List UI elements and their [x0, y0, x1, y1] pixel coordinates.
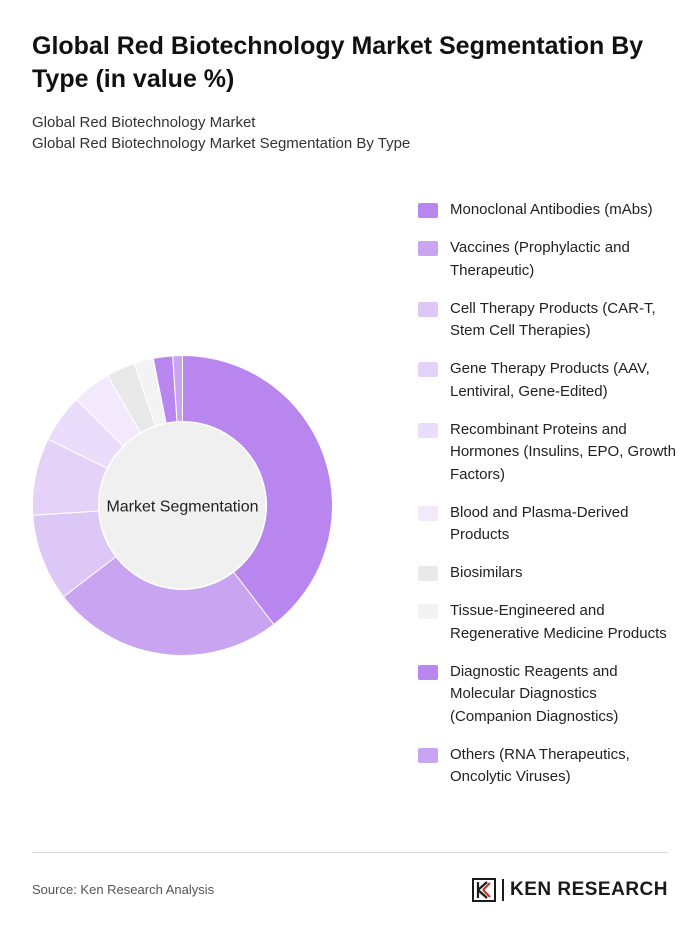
brand-logo — [472, 877, 668, 903]
legend-swatch — [418, 423, 438, 438]
subtitles — [32, 112, 672, 154]
legend-item[interactable] — [418, 562, 678, 585]
chart-legend — [418, 199, 678, 804]
legend-label: Diagnostic Reagents and Molecular Diagnostics (Companion Diagnostics) — [450, 662, 619, 725]
donut-chart-svg — [20, 343, 345, 668]
legend-swatch — [418, 506, 438, 521]
legend-label: Cell Therapy Products (CAR-T, Stem Cell Therapies) — [450, 299, 656, 339]
legend-label: Biosimilars — [450, 564, 523, 581]
legend-item[interactable] — [418, 419, 678, 487]
brand-separator — [502, 879, 504, 901]
legend-swatch — [418, 203, 438, 218]
legend-item[interactable] — [418, 661, 678, 729]
legend-item[interactable] — [418, 744, 678, 789]
legend-item[interactable] — [418, 298, 678, 343]
ken-research-logo-icon — [472, 878, 496, 902]
legend-item[interactable] — [418, 358, 678, 403]
footer-divider — [32, 852, 668, 853]
legend-label: Vaccines (Prophylactic and Therapeutic) — [450, 239, 630, 279]
legend-swatch — [418, 302, 438, 317]
legend-label: Gene Therapy Products (AAV, Lentiviral, Gene-Edited) — [450, 360, 650, 400]
legend-swatch — [418, 241, 438, 256]
source-note: Source: Ken Research Analysis — [32, 882, 215, 897]
brand-name: KEN RESEARCH — [509, 879, 668, 900]
page-title: Global Red Biotechnology Market Segmentation By Type (in value %) — [32, 32, 644, 93]
legend-swatch — [418, 362, 438, 377]
legend-label: Blood and Plasma-Derived Products — [450, 503, 629, 543]
donut-center-label: Market Segmentation — [106, 498, 259, 516]
legend-swatch — [418, 748, 438, 763]
donut-chart — [20, 343, 345, 668]
legend-item[interactable] — [418, 502, 678, 547]
legend-swatch — [418, 604, 438, 619]
legend-label: Tissue-Engineered and Regenerative Medicine Products — [450, 602, 667, 642]
legend-swatch — [418, 566, 438, 581]
legend-item[interactable] — [418, 237, 678, 282]
legend-item[interactable] — [418, 600, 678, 645]
subtitle-market: Global Red Biotechnology Market — [32, 114, 256, 131]
legend-label: Recombinant Proteins and Hormones (Insulins, EPO, Growth Factors) — [450, 420, 676, 483]
legend-label: Others (RNA Therapeutics, Oncolytic Viruses) — [450, 745, 630, 785]
subtitle-segmentation: Global Red Biotechnology Market Segmentation By Type — [32, 135, 411, 152]
legend-swatch — [418, 665, 438, 680]
legend-label: Monoclonal Antibodies (mAbs) — [450, 201, 653, 218]
legend-item[interactable] — [418, 199, 678, 222]
